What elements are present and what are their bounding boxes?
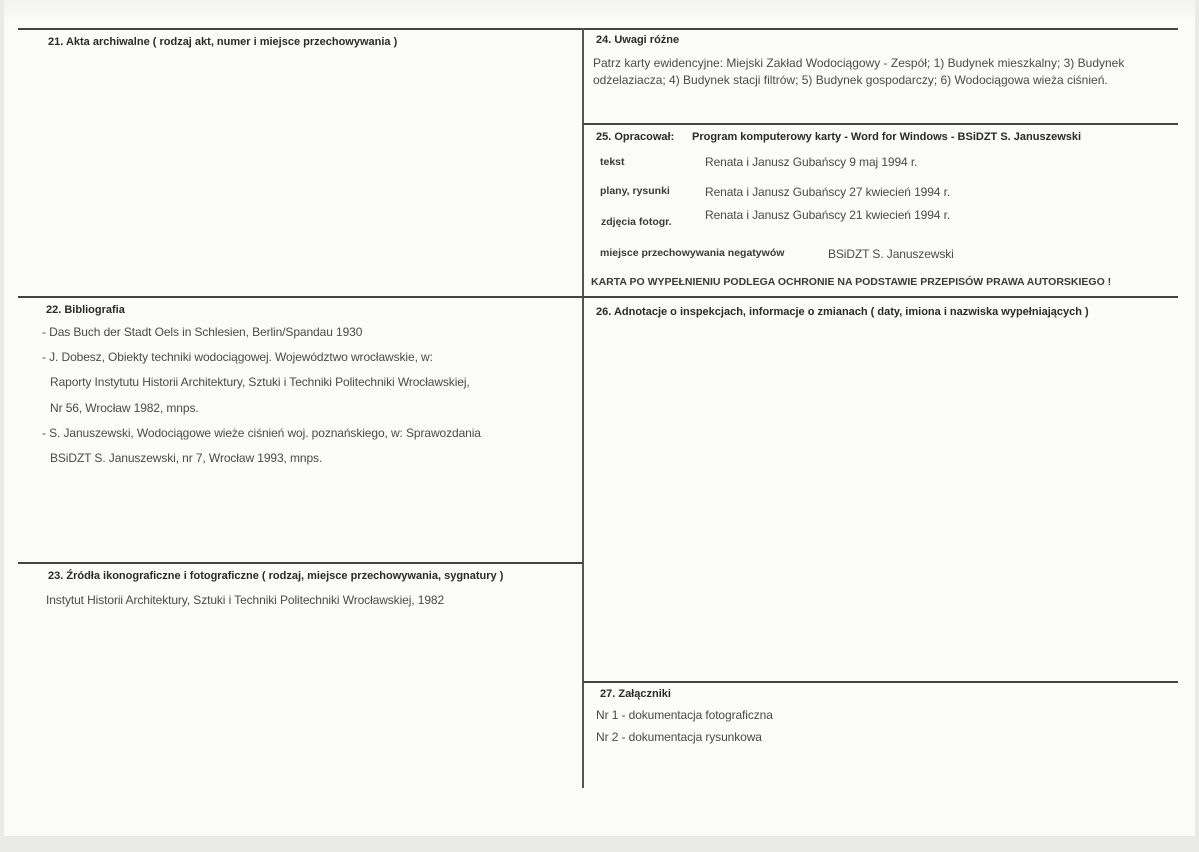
negatives-value: BSiDZT S. Januszewski bbox=[828, 247, 954, 261]
bibliography-line: - J. Dobesz, Obiekty techniki wodociągowej. Województwo wrocławskie, w: bbox=[42, 350, 433, 364]
divider-26-27 bbox=[583, 681, 1178, 683]
prepared-value-photos: Renata i Janusz Gubańscy 21 kwiecień 1994 r. bbox=[705, 208, 951, 222]
section-21-heading: 21. Akta archiwalne ( rodzaj akt, numer i miejsce przechowywania ) bbox=[48, 36, 398, 48]
bibliography-line: Nr 56, Wrocław 1982, mnps. bbox=[50, 401, 199, 415]
section-25-heading: 25. Opracował: bbox=[596, 131, 675, 143]
section-23-heading: 23. Źródła ikonograficzne i fotograficzne ( rodzaj, miejsce przechowywania, sygnatury ) bbox=[48, 570, 504, 582]
scan-edge-bottom bbox=[0, 836, 1199, 852]
divider-25-26 bbox=[583, 296, 1178, 298]
bibliography-line: Raporty Instytutu Historii Architektury, Sztuki i Techniki Politechniki Wrocławskiej, bbox=[50, 375, 470, 389]
attachment-item: Nr 2 - dokumentacja rysunkowa bbox=[596, 730, 762, 744]
section-26-heading: 26. Adnotacje o inspekcjach, informacje o zmianach ( daty, imiona i nazwiska wypełniających ) bbox=[596, 306, 1089, 318]
bibliography-line: BSiDZT S. Januszewski, nr 7, Wrocław 1993, mnps. bbox=[50, 451, 323, 465]
bibliography-line: - S. Januszewski, Wodociągowe wieże ciśnień woj. poznańskiego, w: Sprawozdania bbox=[42, 426, 481, 440]
center-divider bbox=[582, 28, 584, 788]
prepared-key-photos: zdjęcia fotogr. bbox=[601, 216, 672, 228]
section-22-heading: 22. Bibliografia bbox=[46, 304, 125, 316]
copyright-notice: KARTA PO WYPEŁNIENIU PODLEGA OCHRONIE NA PODSTAWIE PRZEPISÓW PRAWA AUTORSKIEGO ! bbox=[591, 276, 1112, 288]
remarks-text: Patrz karty ewidencyjne: Miejski Zakład Wodociągowy - Zespół; 1) Budynek mieszkalny; 3) Budynek odżelaziacza; 4) Budynek stacji filtrów; 5) Budynek gospodarczy; 6) Wodociągowa wieża ciśnień. bbox=[593, 56, 1125, 87]
prepared-value-text: Renata i Janusz Gubańscy 9 maj 1994 r. bbox=[705, 155, 918, 169]
section-27-heading: 27. Załączniki bbox=[600, 688, 671, 700]
iconography-source: Instytut Historii Architektury, Sztuki i Techniki Politechniki Wrocławskiej, 1982 bbox=[46, 593, 445, 607]
negatives-label: miejsce przechowywania negatywów bbox=[600, 247, 785, 259]
scan-edge-left bbox=[0, 0, 4, 852]
section-24-heading: 24. Uwagi różne bbox=[596, 34, 680, 46]
attachment-item: Nr 1 - dokumentacja fotograficzna bbox=[596, 708, 773, 722]
bibliography-line: - Das Buch der Stadt Oels in Schlesien, Berlin/Spandau 1930 bbox=[42, 325, 363, 339]
program-info: Program komputerowy karty - Word for Windows - BSiDZT S. Januszewski bbox=[692, 131, 1082, 143]
prepared-value-drawings: Renata i Janusz Gubańscy 27 kwiecień 1994 r. bbox=[705, 185, 951, 199]
scan-edge-top bbox=[0, 0, 1199, 20]
top-border-line bbox=[18, 28, 1178, 30]
prepared-key-drawings: plany, rysunki bbox=[600, 185, 670, 197]
divider-22-23 bbox=[18, 562, 583, 564]
prepared-key-text: tekst bbox=[600, 156, 625, 168]
scan-edge-right bbox=[1195, 0, 1199, 852]
divider-24-25 bbox=[583, 123, 1178, 125]
divider-21-22 bbox=[18, 296, 583, 298]
